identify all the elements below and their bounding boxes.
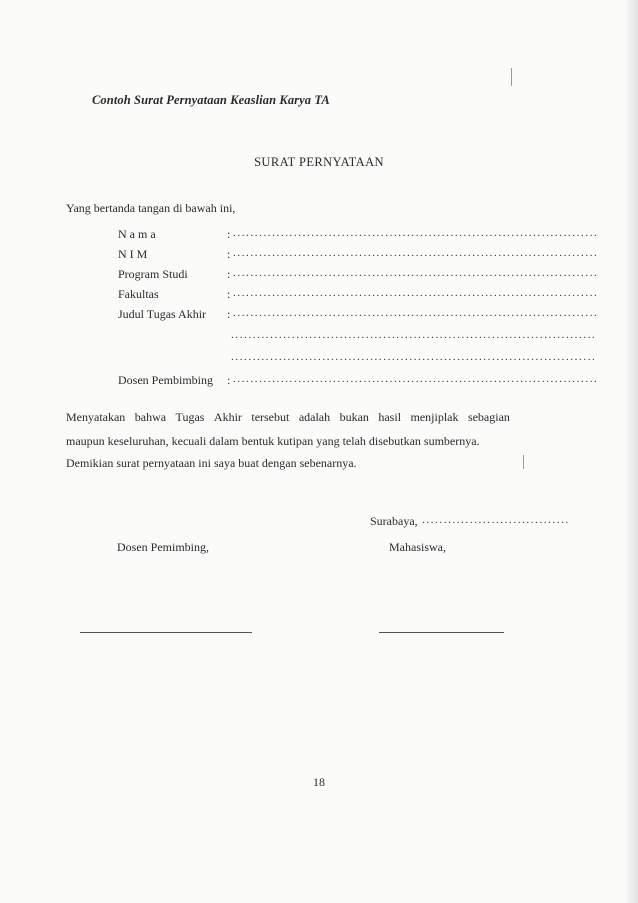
field-colon: : bbox=[227, 307, 231, 321]
place-label: Surabaya, bbox=[370, 514, 418, 528]
statement-word: hasil bbox=[378, 410, 402, 424]
field-label-nama: N a m a bbox=[118, 227, 156, 241]
statement-word: Menyatakan bbox=[66, 410, 126, 424]
statement-word: sebagian bbox=[467, 410, 510, 424]
date-fill-in-dots: .................................. bbox=[422, 514, 570, 526]
statement-word: Akhir bbox=[213, 410, 242, 424]
scan-edge-shadow bbox=[624, 0, 638, 903]
page-number: 18 bbox=[313, 775, 325, 789]
field-colon: : bbox=[227, 227, 231, 241]
intro-text: Yang bertanda tangan di bawah ini, bbox=[66, 201, 236, 215]
scan-speck bbox=[511, 68, 512, 86]
statement-word: adalah bbox=[298, 410, 331, 424]
statement-word: tersebut bbox=[251, 410, 290, 424]
fill-in-dots: .................................................................................... bbox=[233, 287, 599, 299]
field-label-fakultas: Fakultas bbox=[118, 287, 159, 301]
scan-speck bbox=[523, 455, 524, 469]
field-label-program-studi: Program Studi bbox=[118, 267, 188, 281]
field-label-nim: N I M bbox=[118, 247, 148, 261]
fill-in-dots-continuation: .................................................................................... bbox=[231, 351, 597, 363]
fill-in-dots: .................................................................................... bbox=[233, 247, 599, 259]
field-colon: : bbox=[227, 373, 231, 387]
student-signature-line bbox=[379, 632, 504, 633]
advisor-signature-line bbox=[80, 632, 252, 633]
statement-line-3: Demikian surat pernyataan ini saya buat dengan sebenarnya. bbox=[66, 456, 357, 470]
fill-in-dots-continuation: .................................................................................... bbox=[231, 329, 597, 341]
fill-in-dots: .................................................................................... bbox=[233, 227, 599, 239]
fill-in-dots: .................................................................................... bbox=[233, 373, 599, 385]
field-colon: : bbox=[227, 287, 231, 301]
statement-line-2: maupun keseluruhan, kecuali dalam bentuk kutipan yang telah disebutkan sumbernya. bbox=[66, 434, 480, 448]
fill-in-dots: .................................................................................... bbox=[233, 307, 599, 319]
caption: Contoh Surat Pernyataan Keaslian Karya TA bbox=[92, 93, 330, 107]
statement-word: Tugas bbox=[175, 410, 205, 424]
statement-word: bahwa bbox=[134, 410, 167, 424]
field-colon: : bbox=[227, 267, 231, 281]
document-title: SURAT PERNYATAAN bbox=[254, 155, 384, 169]
advisor-role-label: Dosen Pemimbing, bbox=[117, 540, 209, 554]
student-role-label: Mahasiswa, bbox=[389, 540, 446, 554]
field-label-judul-tugas-akhir: Judul Tugas Akhir bbox=[118, 307, 207, 321]
fill-in-dots: .................................................................................... bbox=[233, 267, 599, 279]
field-label-dosen-pembimbing: Dosen Pembimbing bbox=[118, 373, 213, 387]
statement-word: menjiplak bbox=[410, 410, 459, 424]
statement-line-1 bbox=[66, 410, 510, 425]
statement-word: bukan bbox=[339, 410, 369, 424]
field-colon: : bbox=[227, 247, 231, 261]
